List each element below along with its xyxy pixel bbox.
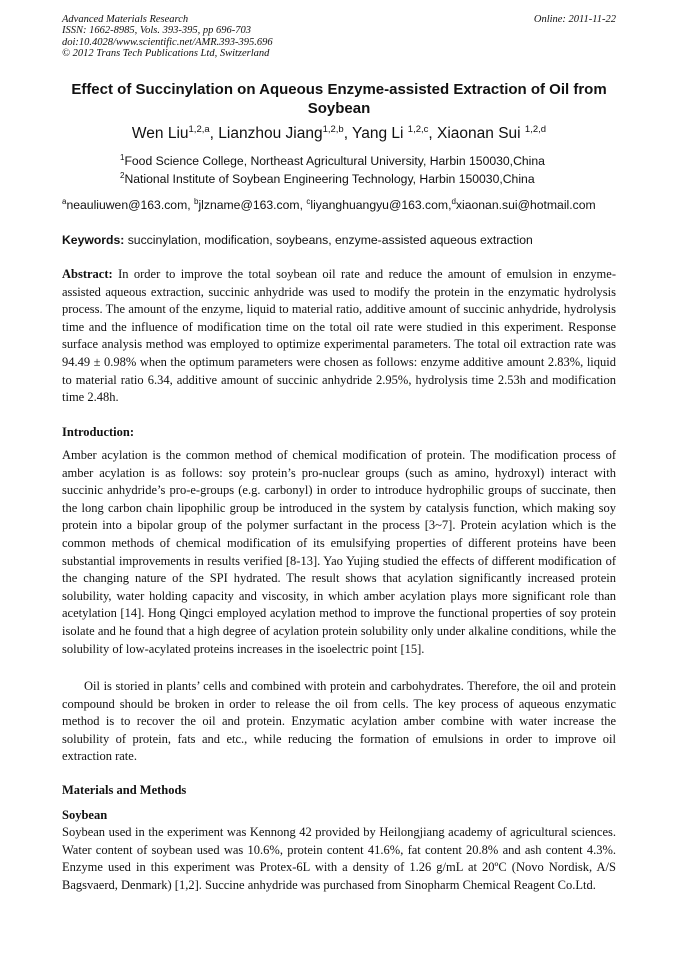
author-separator: ,	[209, 125, 219, 142]
publication-info	[62, 14, 273, 60]
email-mark: d	[451, 197, 456, 206]
email-mark: a	[62, 197, 67, 206]
author-separator: ,	[343, 125, 353, 142]
affiliation-text: Food Science College, Northeast Agricultural University, Harbin 150030,China	[124, 154, 545, 168]
methods-heading: Materials and Methods	[62, 783, 187, 797]
abstract-label: Abstract:	[62, 267, 113, 281]
affiliation-1	[120, 154, 545, 169]
introduction-paragraph-1: Amber acylation is the common method of chemical modification of protein. The modification process of amber acylation is as follows: soy protein’s pro-nuclear groups (such as amino, hydroxyl) interact with succinic anhydride’s pro-e-groups (e.g. carbonyl) in order to introduce hydrophilic groups of succinate, then the long carbon chain lipophilic group be introduced in the system by catalysis function, which making soy protein into a bipolar group of the polymer surfactant in the process [3~7]. Protein acylation which is the common methods of chemical modification of its emulsifying properties of different proteins have been substantial improvements in results verified [8-13]. Yao Yujing studied the effects of different modification of the changing nature of the SPI hydrated. The result shows that acylation significantly increased protein solubility, water holding capacity and viscosity, in which amber acylation plays more significant role than acetylation [14]. Hong Qingci employed acylation method to improve the functional properties of soy protein isolate and he found that a high degree of acylation protein solubility only under alkaline conditions, while the solubility of low-acylated proteins increases in the isoelectric point [15].	[62, 448, 616, 656]
author-emails	[62, 198, 596, 212]
soybean-subheading: Soybean	[62, 808, 108, 822]
email-address: neauliuwen@163.com,	[66, 198, 195, 212]
affiliation-mark: 1	[120, 153, 125, 162]
issn-line: ISSN: 1662-8985, Vols. 393-395, pp 696-703	[62, 25, 251, 37]
email-address: jlzname@163.com,	[198, 198, 307, 212]
keywords-line	[62, 233, 533, 247]
author-affil-mark: 1,2,a	[188, 124, 210, 135]
author-name: Wen Liu	[131, 125, 189, 142]
author-affil-mark: 1,2,b	[322, 124, 344, 135]
author-name: Lianzhou Jiang	[218, 125, 323, 142]
author-name: Yang Li	[352, 125, 408, 142]
email-address: liyanghuangyu@163.com,	[310, 198, 452, 212]
email-address: xiaonan.sui@hotmail.com	[455, 198, 596, 212]
paper-title: Effect of Succinylation on Aqueous Enzyme-assisted Extraction of Oil from Soybean	[71, 81, 607, 117]
author-separator: ,	[428, 125, 438, 142]
affiliation-mark: 2	[120, 171, 125, 180]
author-affil-mark: 1,2,c	[407, 124, 429, 135]
abstract-paragraph	[62, 266, 616, 407]
affiliation-2	[120, 172, 535, 187]
email-mark: c	[306, 197, 311, 206]
soybean-paragraph: Soybean used in the experiment was Kennong 42 provided by Heilongjiang academy of agricultural sciences. Water content of soybean used was 10.6%, protein content 41.6%, fat content 20.8% and ash content 4.3%. Enzyme used in this experiment was Protex-6L with a density of 1.26 g/mL at 20ºC (Novo Nordisk, A/S Bagsvaerd, Denmark) [1,2]. Succine anhydride was purchased from Sinopharm Chemical Reagent Co.Ltd.	[62, 825, 616, 892]
introduction-heading: Introduction:	[62, 425, 135, 439]
email-mark: b	[194, 197, 199, 206]
author-affil-mark: 1,2,d	[524, 124, 547, 135]
online-date: Online: 2011-11-22	[533, 14, 616, 25]
keywords-label: Keywords:	[62, 233, 125, 247]
author-name: Xiaonan Sui	[437, 125, 525, 142]
introduction-paragraph-2: Oil is storied in plants’ cells and combined with protein and carbohydrates. Therefore, the oil and protein compound should be broken in order to release the oil from cells. The key process of aqueous enzymatic method is to recover the oil and protein. Enzymatic acylation amber combine with water increase the solubility of protein, fats and etc., while reducing the formation of emulsions in order to improve oil extraction rate.	[62, 679, 616, 764]
copyright-line: © 2012 Trans Tech Publications Ltd, Switzerland	[62, 48, 270, 60]
abstract-text: In order to improve the total soybean oil rate and reduce the amount of emulsion in enzyme-assisted aqueous extraction, succinic anhydride was used to modify the protein in the enzymatic hydrolysis process. The amount of the enzyme, liquid to material ratio, additive amount of succinic anhydride, hydrolysis time and the influence of modification time on the total oil rate were studied in this experiment. Response surface analysis method was employed to optimize experimental parameters. The total oil extraction rate was 94.49 ± 0.98% when the optimum parameters were chosen as follows: enzyme additive amount 2.83%, liquid to material ratio 6.34, additive amount of succinic anhydride 2.95%, hydrolysis time 2.53h and modification time 2.48h.	[62, 267, 616, 405]
author-list	[60, 124, 618, 144]
keywords-text: succinylation, modification, soybeans, enzyme-assisted aqueous extraction	[124, 233, 533, 247]
journal-name: Advanced Materials Research	[62, 14, 189, 25]
doi-line: doi:10.4028/www.scientific.net/AMR.393-395.696	[62, 36, 273, 48]
affiliation-text: National Institute of Soybean Engineering Technology, Harbin 150030,China	[124, 172, 535, 186]
